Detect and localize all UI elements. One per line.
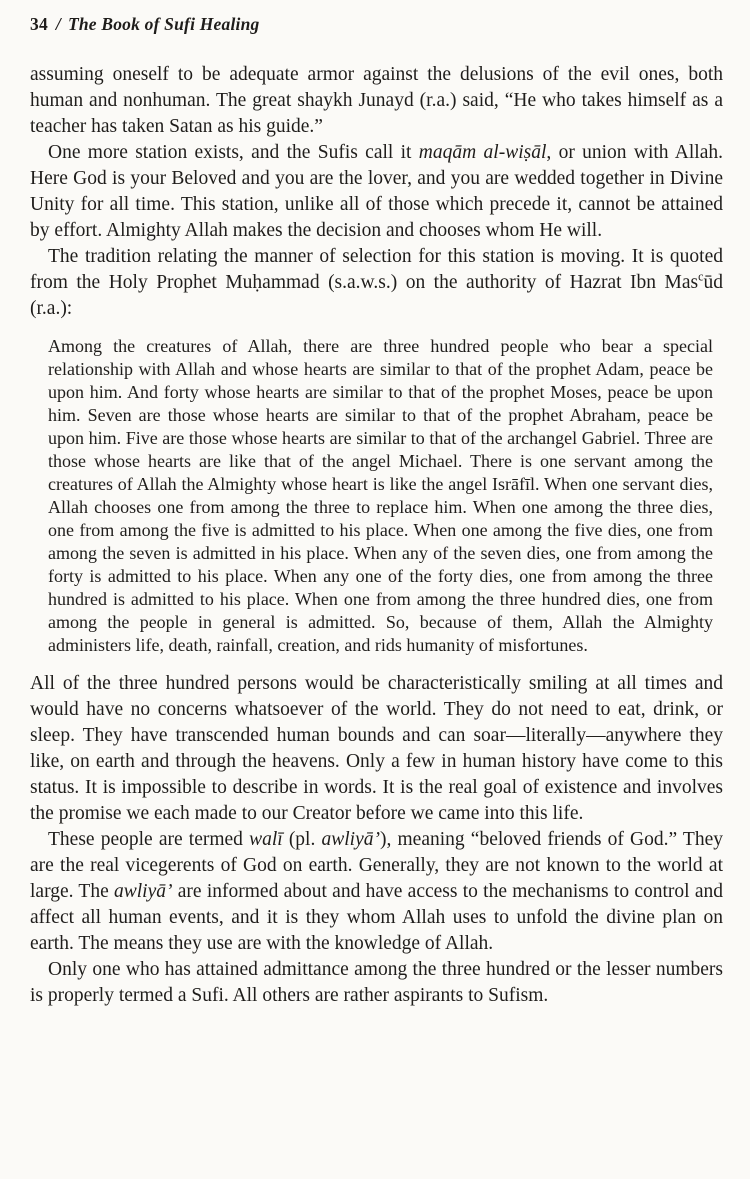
paragraph-three-hundred-persons [30,671,723,827]
page-number: 34 [30,14,48,34]
superscript-run: c [698,269,704,284]
text-run: These people are termed [48,829,250,850]
text-run: ūd (r.a.): [30,272,723,319]
text-run: are informed about and have access to the mechanisms to control and affect all human events, and it is they whom Allah uses to unfold the divine plan on earth. The means they use are with the knowledge of Allah. [30,881,723,954]
hadith-blockquote [48,335,713,657]
running-header [30,13,723,35]
book-title: The Book of Sufi Healing [67,14,260,34]
italic-term: awliyā’ [321,829,380,850]
paragraph-armor-delusions [30,62,723,140]
paragraph-properly-termed-sufi [30,957,723,1009]
paragraph-maqam-al-wisal [30,140,723,244]
header-separator: / [55,14,61,34]
text-run: The tradition relating the manner of selection for this station is moving. It is quoted from the Holy Prophet Muḥammad (s.a.w.s.) on the authority of Hazrat Ibn Mas [30,246,723,293]
text-run: Among the creatures of Allah, there are three hundred people who bear a special relationship with Allah and whose hearts are similar to that of the prophet Adam, peace be upon him. And forty whose hearts are similar to that of the prophet Moses, peace be upon him. Seven are those whose hearts are similar to that of the prophet Abraham, peace be upon him. Five are those whose hearts are similar to that of the archangel Gabriel. Three are those whose hearts are like that of the angel Michael. There is one servant among the creatures of Allah the Almighty whose heart is like the angel Isrāfīl. When one servant dies, Allah chooses one from among the three to replace him. When one among the three dies, one from among the five is admitted to his place. When one among the five dies, one from among the seven is admitted in his place. When any of the seven dies, one from among the forty is admitted to his place. When any one of the forty dies, one from among the three hundred is admitted to his place. When one from among the three hundred dies, one from among the people in general is admitted. So, because of them, Allah the Almighty administers life, death, rainfall, creation, and rids humanity of misfortunes. [48,336,713,655]
italic-term: walī [249,829,283,850]
italic-term: maqām al-wiṣāl [418,142,547,163]
text-run: (pl. [282,829,322,850]
paragraph-wali-awliya [30,827,723,957]
text-run: assuming oneself to be adequate armor against the delusions of the evil ones, both human and nonhuman. The great shaykh Junayd (r.a.) said, “He who takes himself as a teacher has taken Satan as his guide.” [30,64,723,137]
page-body [30,62,723,1009]
italic-term: awliyā’ [114,881,173,902]
text-run: , or union with Allah. Here God is your Beloved and you are the lover, and you are wedded together in Divine Unity for all time. This station, unlike all of those which precede it, cannot be attained by effort. Almighty Allah makes the decision and chooses whom He will. [30,142,723,241]
text-run: One more station exists, and the Sufis call it [48,142,419,163]
paragraph-tradition-selection [30,244,723,322]
text-run: ), meaning “beloved friends of God.” They are the real vicegerents of God on earth. Generally, they are not known to the world at large. The [30,829,723,902]
text-run: All of the three hundred persons would be characteristically smiling at all times and would have no concerns whatsoever of the world. They do not need to eat, drink, or sleep. They have transcended human bounds and can soar—literally—anywhere they like, on earth and through the heavens. Only a few in human history have come to this status. It is impossible to describe in words. It is the real goal of existence and involves the promise we each made to our Creator before we came into this life. [30,673,723,824]
text-run: Only one who has attained admittance among the three hundred or the lesser numbers is properly termed a Sufi. All others are rather aspirants to Sufism. [30,959,723,1006]
